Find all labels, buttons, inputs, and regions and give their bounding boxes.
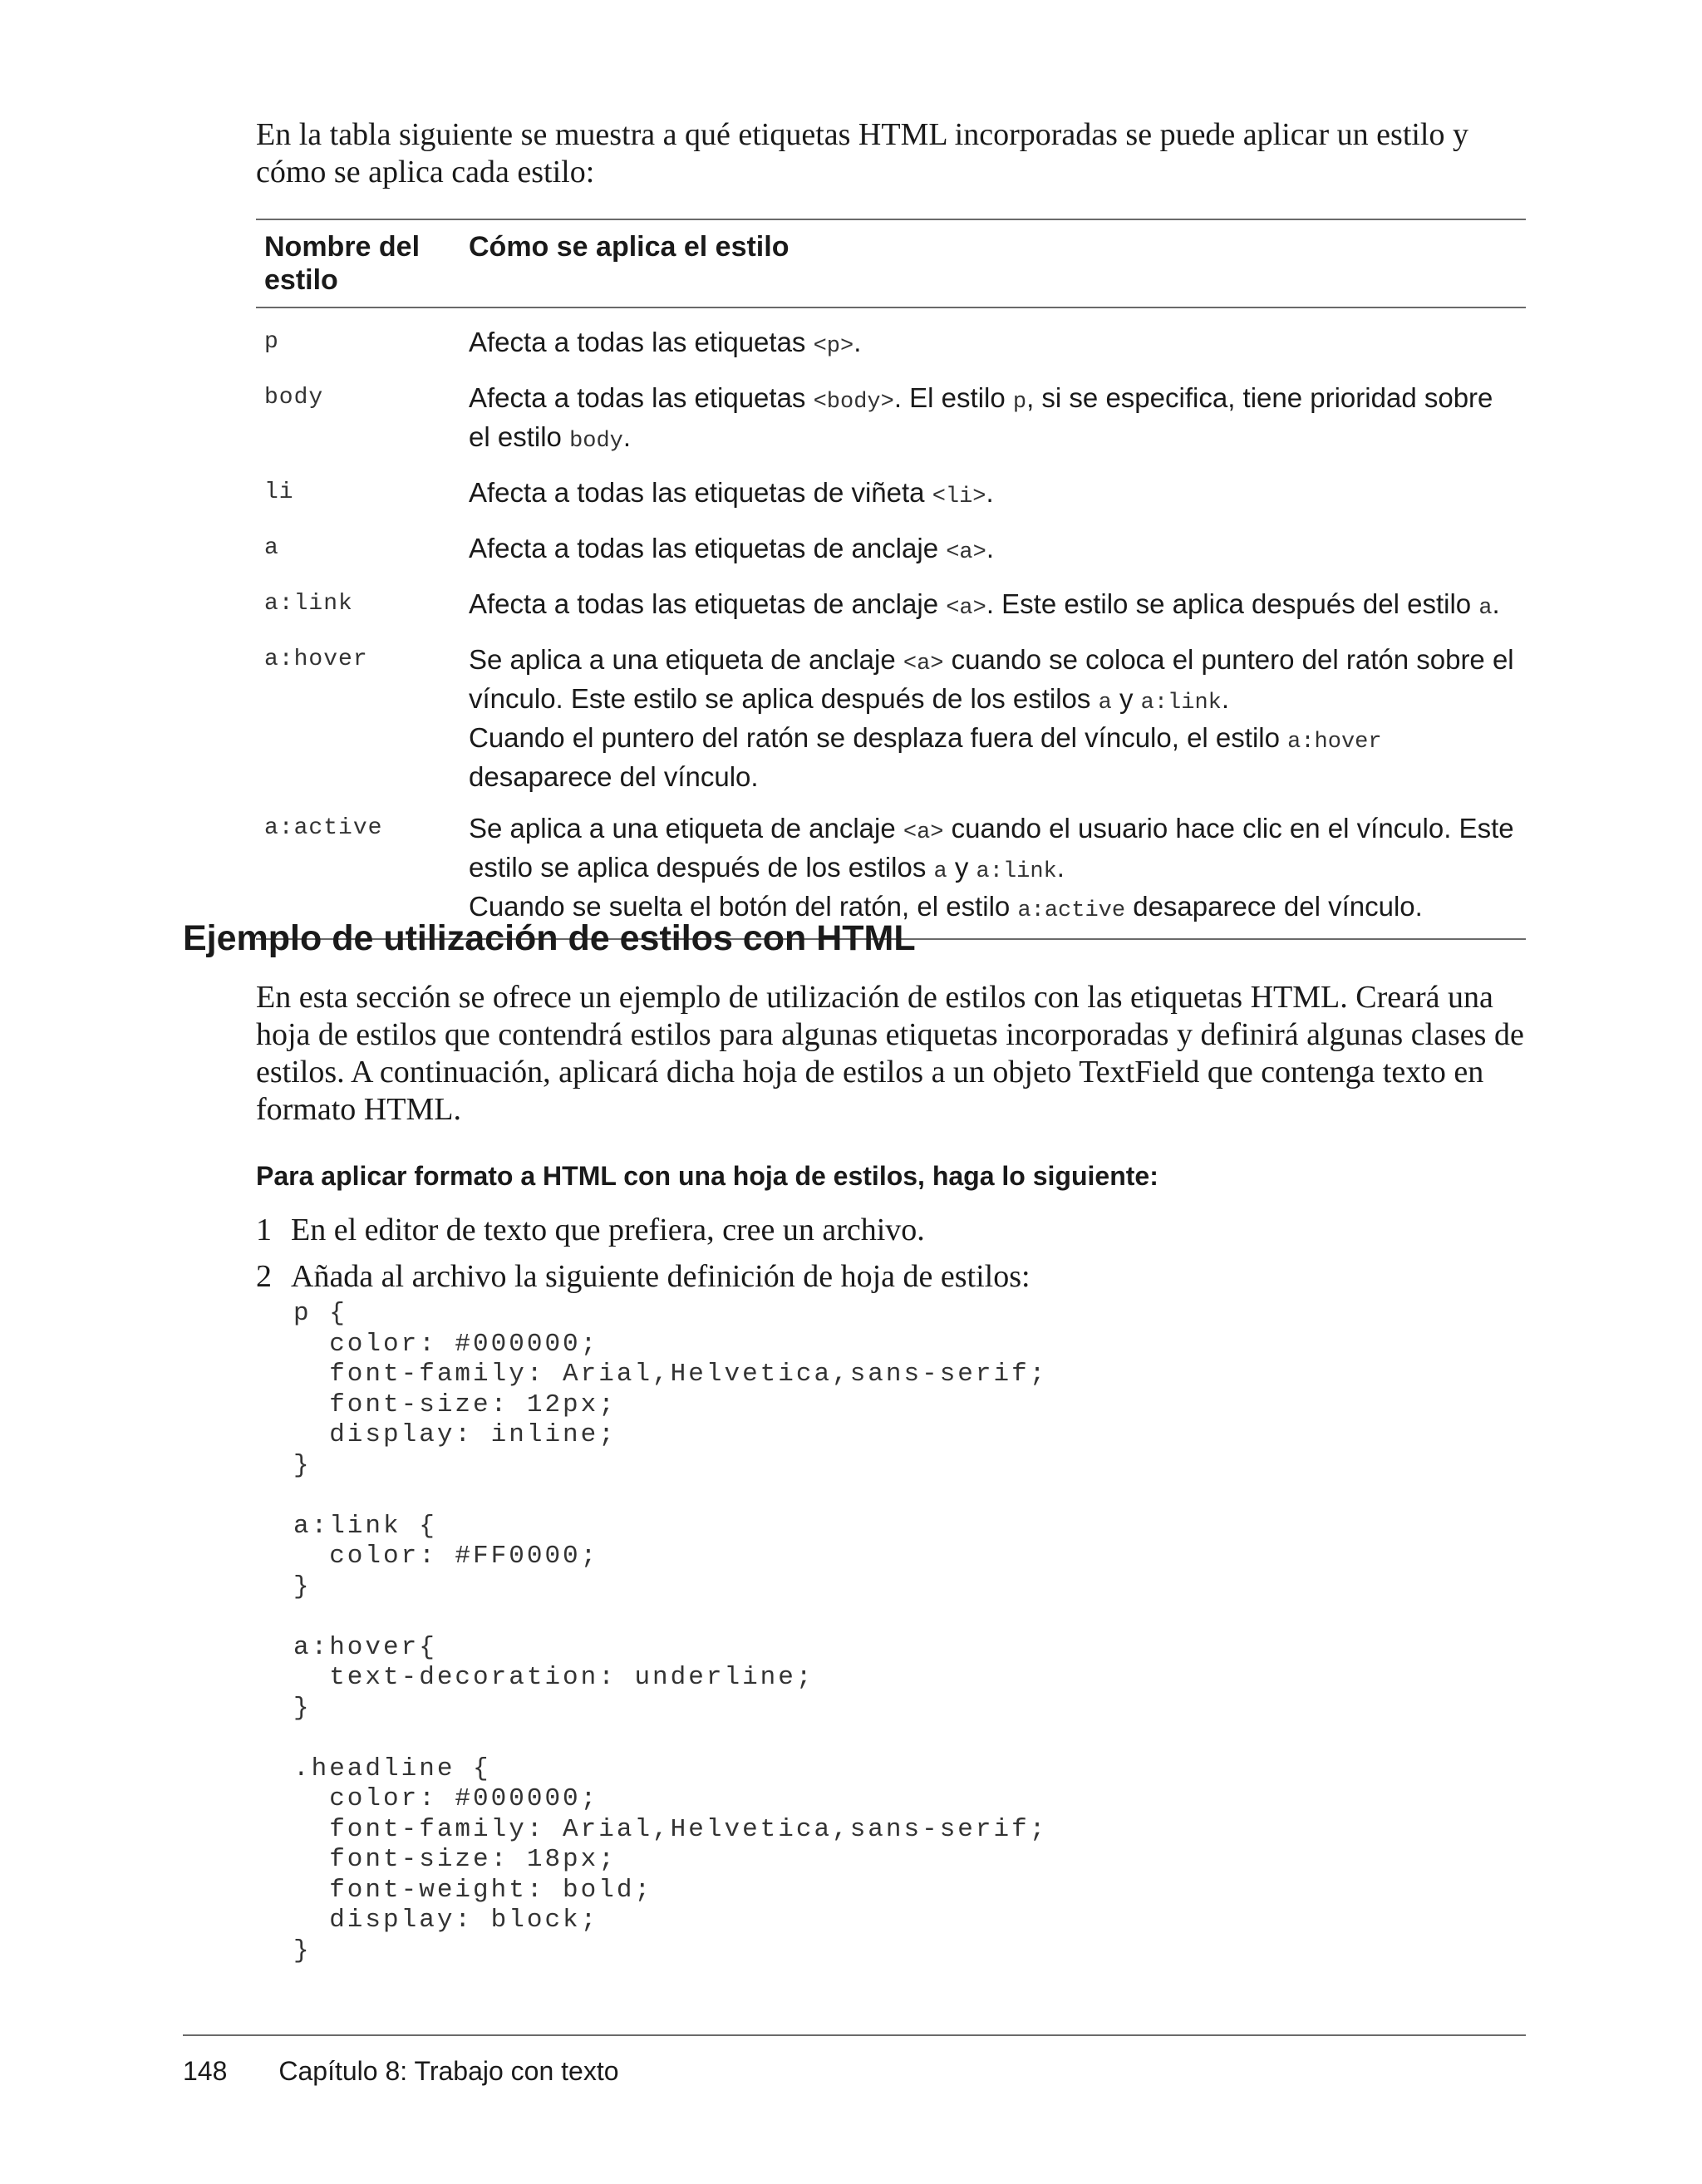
description-text: y [947,852,976,883]
description-text: Afecta a todas las etiquetas de anclaje [469,588,947,619]
table-header-row [256,219,1526,307]
step-number: 1 [256,1213,272,1247]
step-text: Añada al archivo la siguiente definición de hoja de estilos: [291,1259,1031,1294]
description-text: . [622,421,632,452]
inline-code: <a> [946,540,986,565]
table-header-how: Cómo se aplica el estilo [460,219,1526,307]
inline-code: a [933,859,947,884]
style-description-cell [460,626,1526,794]
css-code-block: p { color: #000000; font-family: Arial,Helvetica,sans-serif; font-size: 12px; display: inline; } a:link { color: #FF0000; } a:hover{ text-decoration: underline; } .headline { color: #000000; font-family: Arial,Helvetica,sans-serif; font-size: 18px; font-weight: bold; display: block; } [293,1299,1048,1965]
style-name-cell: a:active [256,794,460,939]
chapter-title: Capítulo 8: Trabajo con texto [278,2056,619,2086]
table-row [256,514,1526,570]
description-text: Afecta a todas las etiquetas [469,382,814,413]
style-description-cell [460,364,1526,459]
style-table [256,219,1526,940]
inline-code: a [1478,596,1493,621]
inline-code: a:hover [1287,730,1382,755]
section-paragraph: En esta sección se ofrece un ejemplo de utilización de estilos con las etiquetas HTML. Creará una hoja de estilos que contendrá estilos para algunas etiquetas incorporadas y definirá algunas clases de estilos. A continuación, aplicará dicha hoja de estilos a un objeto TextField que contenga texto en formato HTML. [256,980,1524,1127]
description-text: Afecta a todas las etiquetas [469,327,814,357]
description-text: Afecta a todas las etiquetas de viñeta [469,477,932,508]
style-name-cell: a [264,535,279,561]
section-heading: Ejemplo de utilización de estilos con HTML [183,918,916,958]
procedure-title: Para aplicar formato a HTML con una hoja de estilos, haga lo siguiente: [256,1161,1158,1191]
style-name-cell: body [264,385,324,411]
style-name-cell: a:link [264,591,353,617]
description-text: . [986,533,994,563]
step-1 [256,1212,925,1249]
description-text: cuando el usuario hace clic en el vínculo. Este estilo se aplica después de los estilos [469,813,1514,883]
description-text: Se aplica a una etiqueta de anclaje [469,813,903,844]
description-text: y [1111,683,1141,714]
inline-code: <p> [813,334,854,359]
table-header-name: Nombre del estilo [256,219,460,307]
table-row [256,364,1526,459]
page-number: 148 [183,2056,228,2086]
table-row [256,570,1526,626]
style-name-cell: a:hover [264,647,368,672]
table-row [256,307,1526,364]
inline-code: p [1012,390,1027,415]
step-number: 2 [256,1259,272,1294]
description-text: Cuando el puntero del ratón se desplaza fuera del vínculo, el estilo [469,722,1288,753]
style-description-cell [460,514,1526,570]
description-text: . [853,327,862,357]
description-text: . [1221,683,1230,714]
style-description-cell [460,307,1526,364]
description-text: cuando se coloca el puntero del ratón sobre el vínculo. Este estilo se aplica después de los estilos [469,644,1514,714]
inline-code: body [569,429,623,454]
style-description-cell [460,570,1526,626]
step-2 [256,1258,1031,1296]
style-description-cell [460,459,1526,514]
description-text: . [986,477,994,508]
description-text: desaparece del vínculo. [1125,891,1423,922]
description-text: . [1056,852,1065,883]
intro-paragraph: En la tabla siguiente se muestra a qué etiquetas HTML incorporadas se puede aplicar un estilo y cómo se aplica cada estilo: [256,117,1468,189]
inline-code: a:active [1017,898,1126,923]
inline-code: a [1098,691,1112,716]
table-row [256,459,1526,514]
inline-code: <a> [946,596,986,621]
table-row [256,626,1526,794]
description-text: Cuando se suelta el botón del ratón, el estilo [469,891,1018,922]
description-text: , si se especifica, tiene prioridad sobre el estilo [469,382,1493,452]
inline-code: <a> [903,820,944,845]
footer-rule [183,2034,1526,2036]
inline-code: a:link [976,859,1057,884]
style-name-cell: li [264,480,294,505]
style-name-cell: p [264,329,279,355]
description-text: . [1492,588,1500,619]
step-text: En el editor de texto que prefiera, cree un archivo. [291,1213,925,1247]
description-text: Afecta a todas las etiquetas de anclaje [469,533,947,563]
inline-code: <body> [813,390,894,415]
inline-code: a:link [1140,691,1222,716]
inline-code: <a> [903,652,944,676]
page-footer [183,2054,619,2088]
description-text: . Este estilo se aplica después del estilo [986,588,1479,619]
description-text: desaparece del vínculo. [469,761,759,792]
table-body [256,307,1526,939]
description-text: . El estilo [893,382,1013,413]
inline-code: <li> [932,485,986,509]
description-text: Se aplica a una etiqueta de anclaje [469,644,903,675]
